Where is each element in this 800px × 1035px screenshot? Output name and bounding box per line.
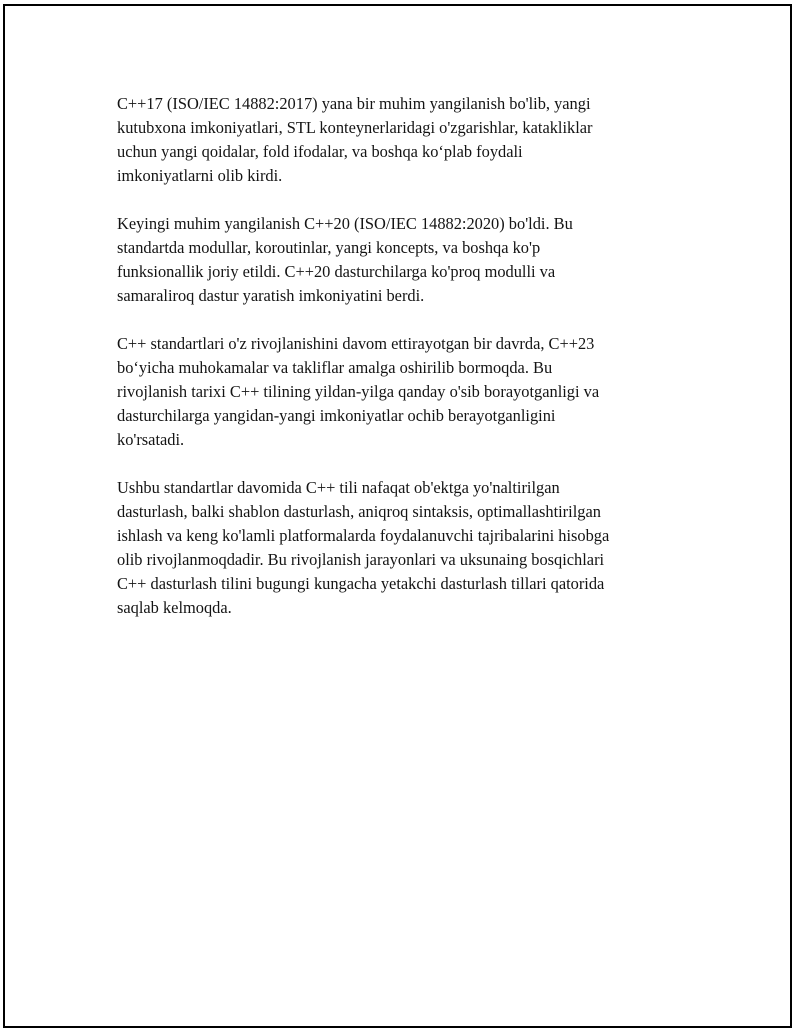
text-line: rivojlanish tarixi C++ tilining yildan-yilga qanday o'sib borayotganligi va: [117, 382, 600, 401]
paragraph-summary: [117, 476, 697, 620]
text-line: uchun yangi qoidalar, fold ifodalar, va boshqa ko‘plab foydali: [117, 142, 523, 161]
text-line: funksionallik joriy etildi. C++20 dasturchilarga ko'proq modulli va: [117, 262, 556, 281]
text-line: kutubxona imkoniyatlari, STL konteynerlaridagi o'zgarishlar, katakliklar: [117, 118, 593, 137]
text-line: imkoniyatlarni olib kirdi.: [117, 166, 283, 185]
text-line: C++ standartlari o'z rivojlanishini davom ettirayotgan bir davrda, C++23: [117, 334, 595, 353]
text-line: samaraliroq dastur yaratish imkoniyatini berdi.: [117, 286, 425, 305]
paragraph-cpp17: [117, 92, 697, 188]
text-line: Ushbu standartlar davomida C++ tili nafaqat ob'ektga yo'naltirilgan: [117, 478, 560, 497]
text-line: olib rivojlanmoqdadir. Bu rivojlanish jarayonlari va uksunaing bosqichlari: [117, 550, 605, 569]
text-line: C++17 (ISO/IEC 14882:2017) yana bir muhim yangilanish bo'lib, yangi: [117, 94, 591, 113]
paragraph-cpp20: [117, 212, 697, 308]
text-line: standartda modullar, koroutinlar, yangi koncepts, va boshqa ko'p: [117, 238, 541, 257]
text-line: bo‘yicha muhokamalar va takliflar amalga oshirilib bormoqda. Bu: [117, 358, 553, 377]
text-line: dasturchilarga yangidan-yangi imkoniyatlar ochib berayotganligini: [117, 406, 556, 425]
text-line: saqlab kelmoqda.: [117, 598, 232, 617]
paragraph-cpp23: [117, 332, 697, 452]
text-line: Keyingi muhim yangilanish C++20 (ISO/IEC 14882:2020) bo'ldi. Bu: [117, 214, 573, 233]
document-body: [117, 92, 697, 644]
text-line: dasturlash, balki shablon dasturlash, aniqroq sintaksis, optimallashtirilgan: [117, 502, 601, 521]
text-line: ishlash va keng ko'lamli platformalarda foydalanuvchi tajribalarini hisobga: [117, 526, 610, 545]
text-line: C++ dasturlash tilini bugungi kungacha yetakchi dasturlash tillari qatorida: [117, 574, 605, 593]
text-line: ko'rsatadi.: [117, 430, 185, 449]
